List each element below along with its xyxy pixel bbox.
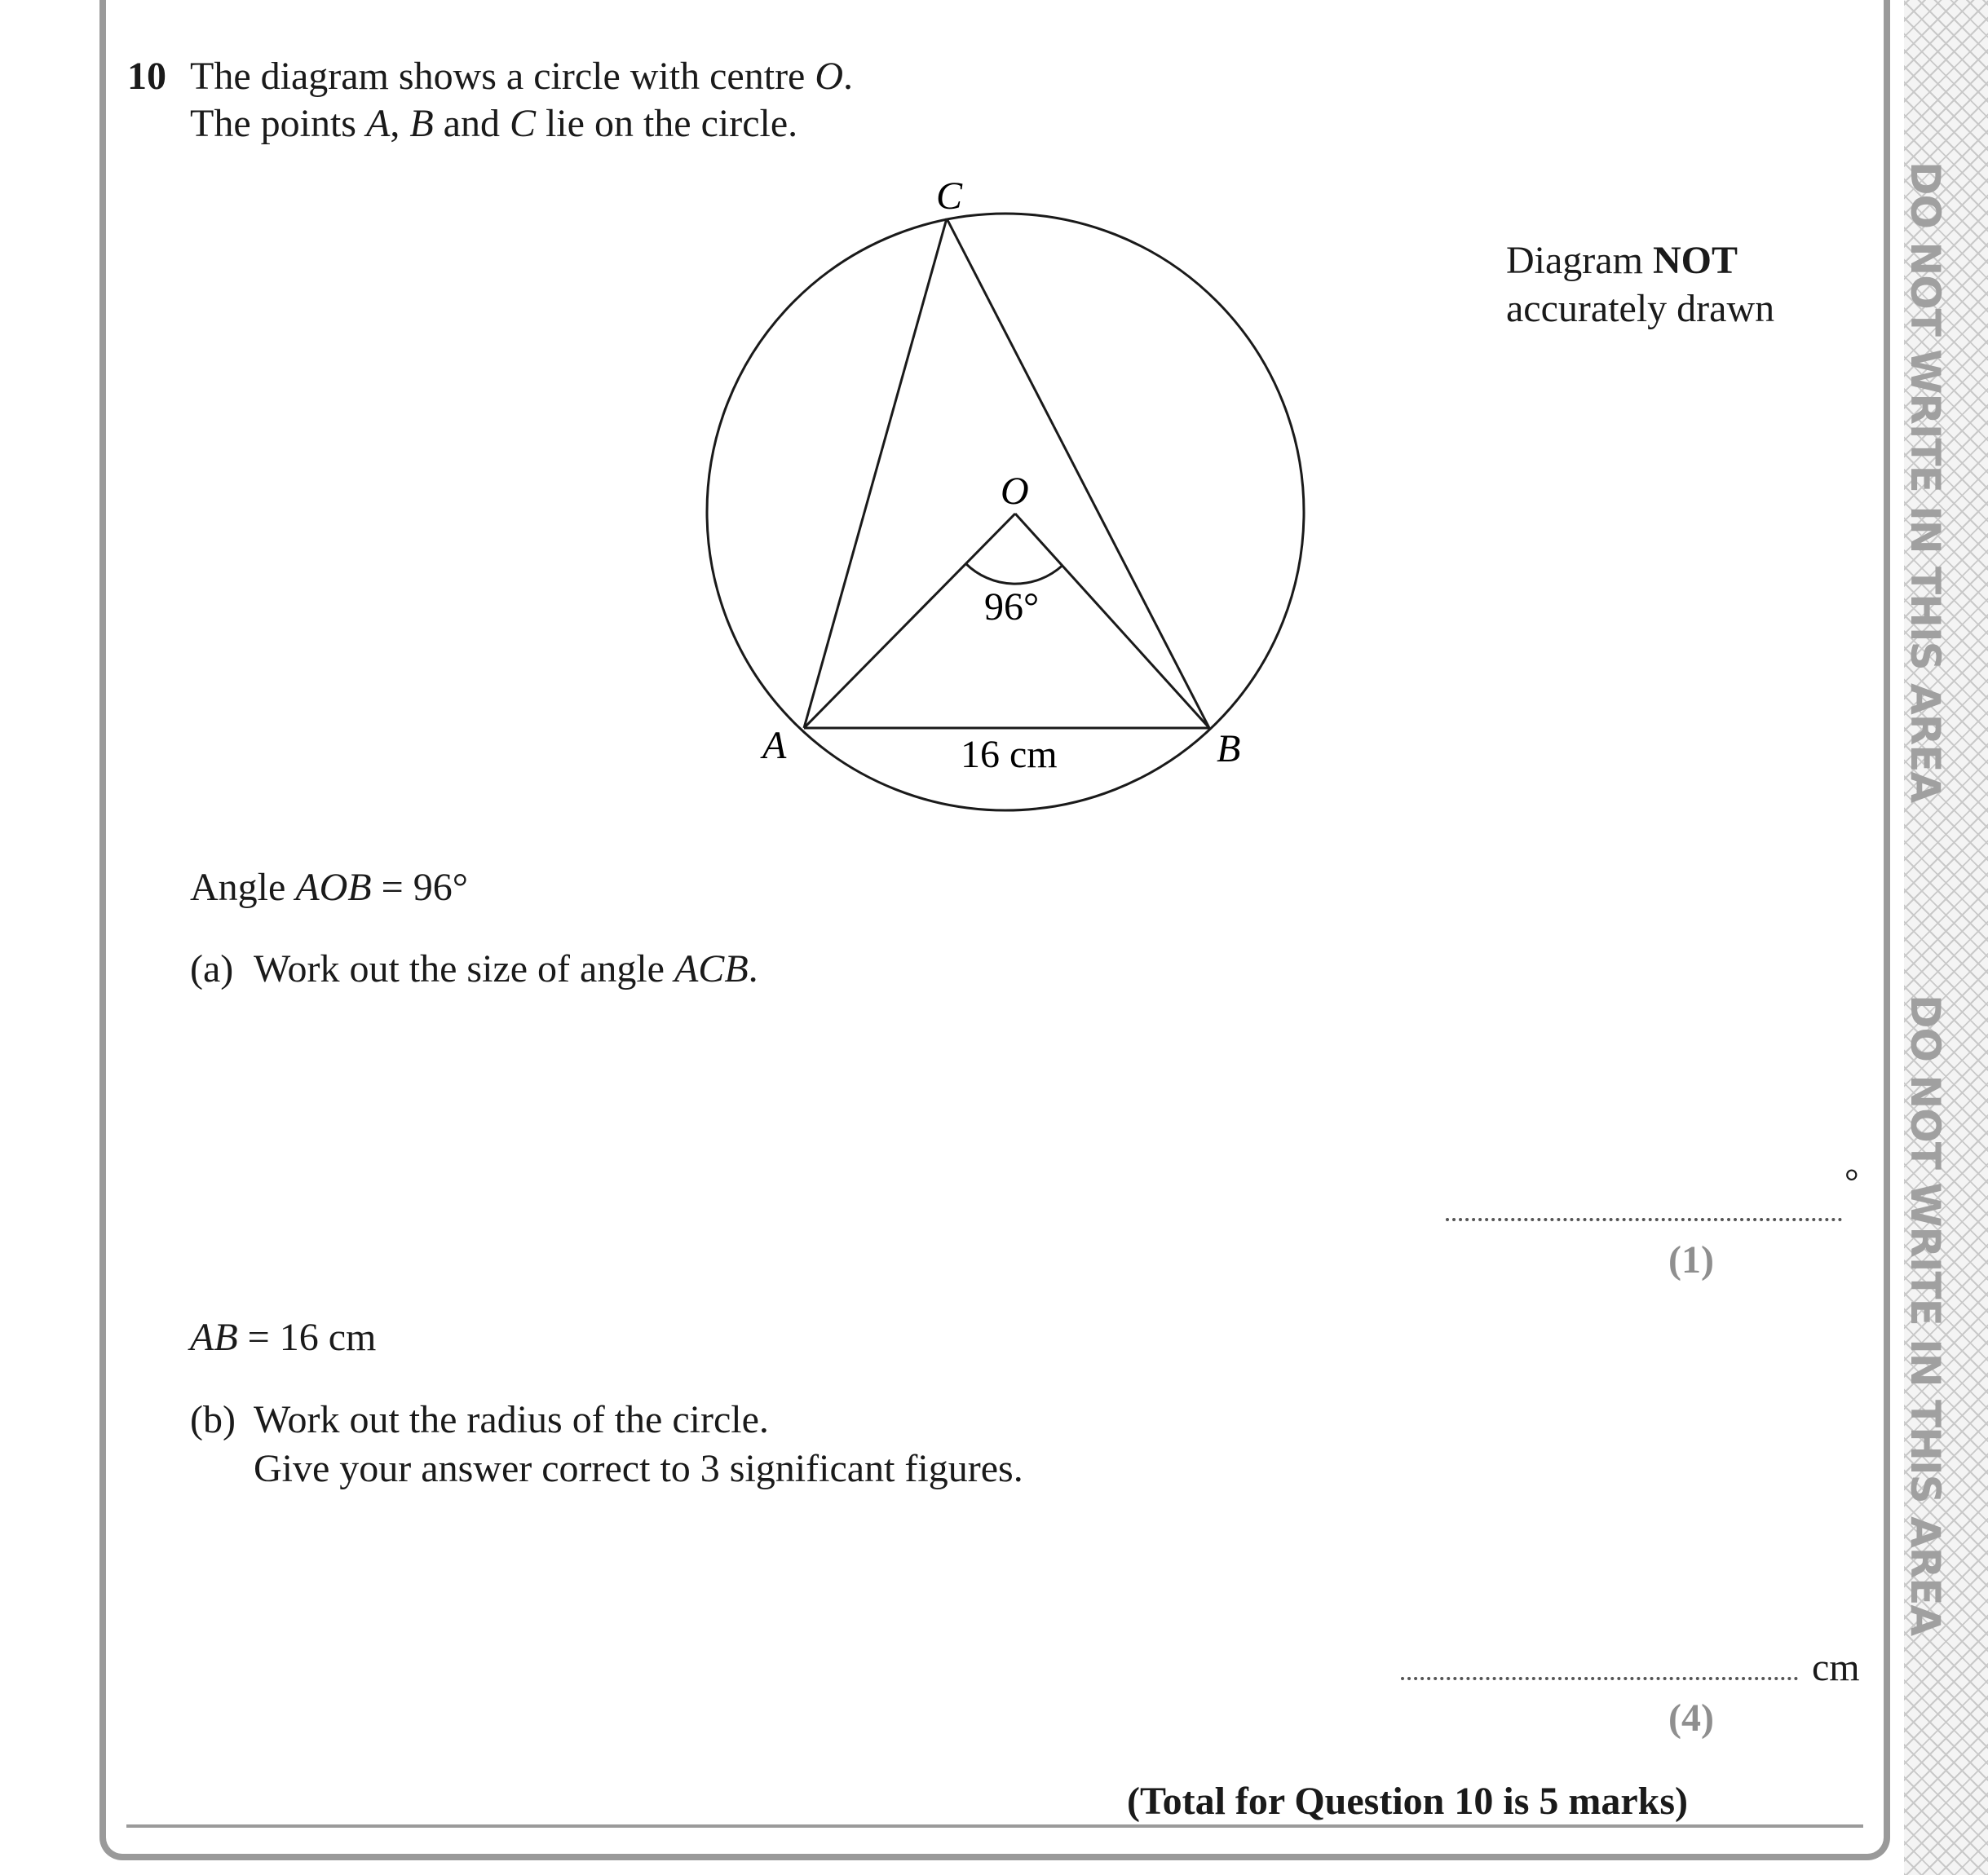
question-line-2: The points A, B and C lie on the circle. <box>190 102 798 145</box>
given-angle: Angle AOB = 96° <box>190 866 468 909</box>
label-o: O <box>1001 470 1029 513</box>
angle-label: 96° <box>984 585 1040 629</box>
part-a-label: (a) <box>190 947 234 990</box>
radius-ob <box>1015 514 1209 728</box>
given-ab: AB = 16 cm <box>190 1316 377 1359</box>
margin-warning-bottom: DO NOT WRITE IN THIS AREA <box>1902 995 1949 1636</box>
degree-unit: ° <box>1844 1162 1859 1202</box>
part-b-question-line-1: Work out the radius of the circle. <box>254 1398 769 1441</box>
chord-ac <box>804 218 947 728</box>
question-line-1: The diagram shows a circle with centre O. <box>190 55 854 98</box>
label-c: C <box>936 174 963 218</box>
chord-cb <box>947 218 1209 728</box>
answer-line-b[interactable] <box>1401 1677 1798 1680</box>
answer-line-a[interactable] <box>1446 1218 1842 1221</box>
chord-length-label: 16 cm <box>961 733 1058 776</box>
marks-b: (4) <box>1668 1696 1714 1740</box>
question-number: 10 <box>127 55 166 98</box>
part-b-label: (b) <box>190 1398 236 1441</box>
cm-unit: cm <box>1812 1646 1860 1689</box>
label-b: B <box>1217 727 1241 770</box>
margin-warning-top: DO NOT WRITE IN THIS AREA <box>1902 161 1949 803</box>
question-total: (Total for Question 10 is 5 marks) <box>1127 1780 1689 1823</box>
part-a-question: Work out the size of angle ACB. <box>254 947 758 990</box>
angle-arc <box>966 563 1062 584</box>
part-b-question-line-2: Give your answer correct to 3 significant figures. <box>254 1447 1023 1490</box>
diagram-note-line-2: accurately drawn <box>1506 287 1775 330</box>
label-a: A <box>762 724 787 767</box>
marks-a: (1) <box>1668 1238 1714 1282</box>
diagram-note-line-1: Diagram NOT <box>1506 239 1738 282</box>
